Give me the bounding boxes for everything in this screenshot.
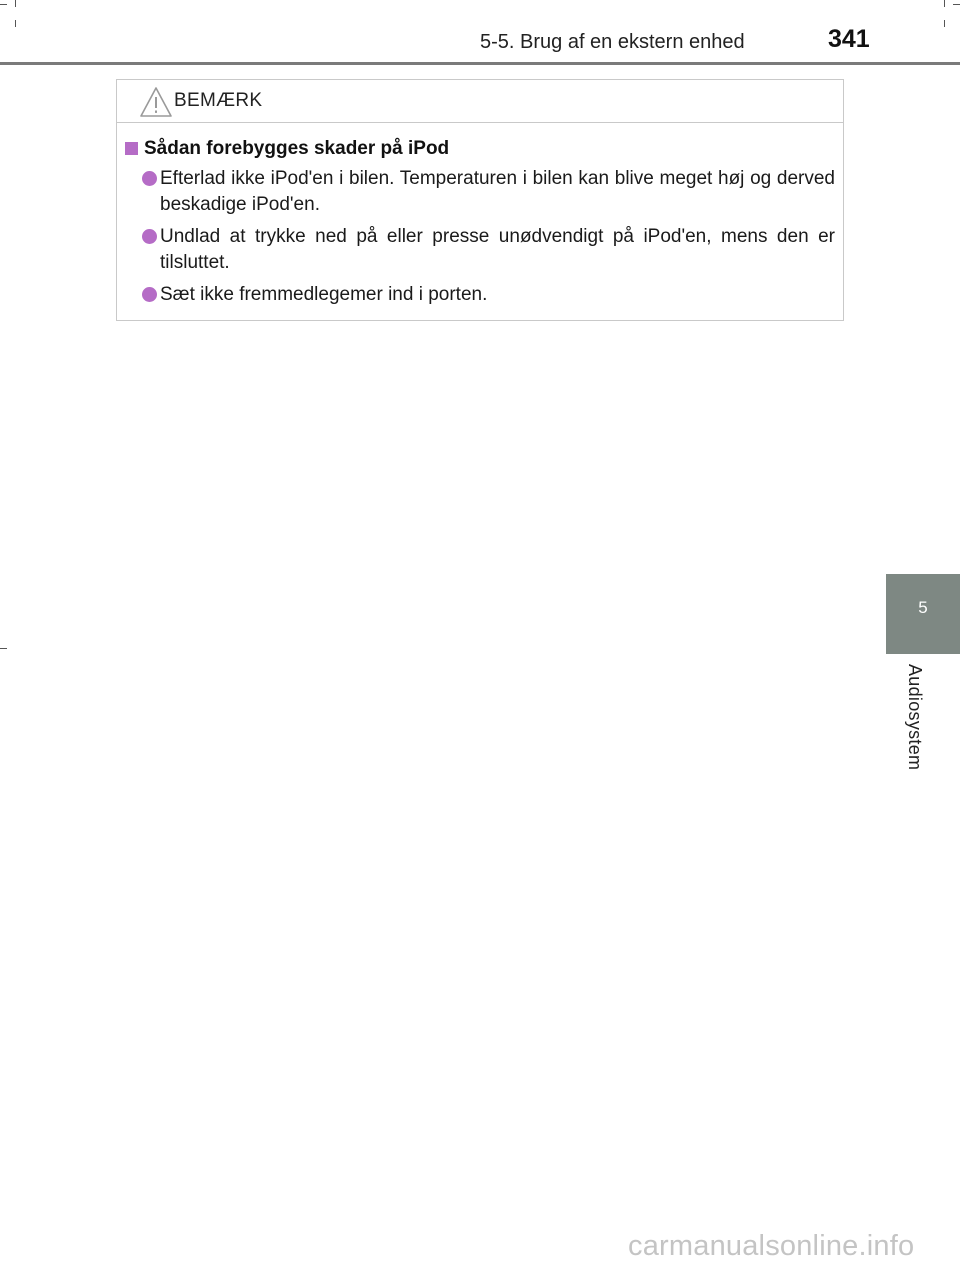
bullet-list: [127, 166, 835, 314]
crop-mark: [944, 0, 945, 7]
square-bullet-icon: [125, 142, 138, 155]
header-rule: [0, 62, 960, 65]
round-bullet-icon: [142, 229, 157, 244]
note-label: BEMÆRK: [174, 90, 263, 111]
warning-triangle-icon: [139, 86, 173, 118]
note-heading: [125, 138, 449, 160]
round-bullet-icon: [142, 171, 157, 186]
chapter-number: 5: [918, 598, 928, 617]
chapter-label: Audiosystem: [905, 664, 925, 771]
list-item: [127, 166, 835, 218]
note-header: [117, 80, 843, 123]
crop-mark: [15, 0, 16, 7]
chapter-tab: [886, 574, 960, 654]
note-heading-text: Sådan forebygges skader på iPod: [144, 138, 450, 159]
bullet-text: Undlad at trykke ned på eller presse unødvendigt på iPod'en, mens den er tilsluttet.: [160, 226, 835, 273]
list-item: [127, 224, 835, 276]
round-bullet-icon: [142, 287, 157, 302]
section-title: 5-5. Brug af en ekstern enhed: [480, 31, 745, 53]
crop-mark: [944, 20, 945, 27]
crop-mark: [0, 4, 7, 5]
bullet-text: Efterlad ikke iPod'en i bilen. Temperaturen i bilen kan blive meget høj og derved beskadige iPod'en.: [160, 168, 835, 215]
list-item: [127, 282, 835, 308]
bullet-text: Sæt ikke fremmedlegemer ind i porten.: [160, 284, 488, 305]
page-number: 341: [828, 25, 870, 53]
note-box: [116, 79, 844, 321]
crop-mark: [0, 648, 7, 649]
footer-watermark: carmanualsonline.info: [628, 1230, 915, 1262]
crop-mark: [15, 20, 16, 27]
crop-mark: [953, 4, 960, 5]
